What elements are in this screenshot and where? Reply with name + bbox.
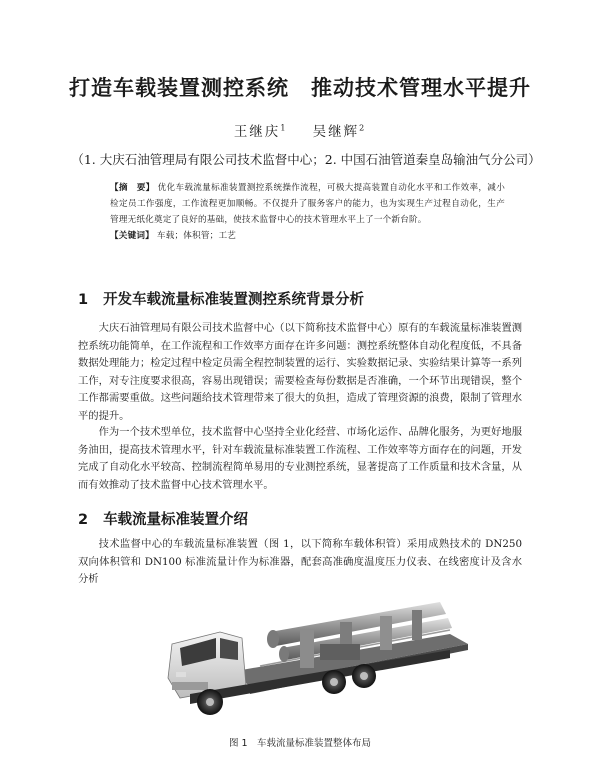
keywords-label: 【关键词】 [110, 231, 154, 241]
section-title: 开发车载流量标准装置测控系统背景分析 [103, 292, 365, 308]
section-number: 2 [78, 512, 89, 528]
abstract-text-block [110, 180, 505, 228]
section-number: 1 [78, 292, 89, 308]
author-name: 吴继辉 [312, 124, 360, 140]
keywords-block [110, 228, 505, 244]
keywords-text: 车载；体积管；工艺 [156, 231, 237, 241]
body-paragraph: 技术监督中心的车载流量标准装置（图 1，以下简称车载体积管）采用成熟技术的 DN250 双向体积管和 DN100 标准流量计作为标准器，配套高准确度温度压力仪表、在线密度计及含水分析 [78, 538, 522, 585]
section-heading [78, 288, 364, 309]
author-name: 王继庆 [233, 124, 281, 140]
section-heading [78, 508, 248, 529]
figure-caption: 图 1 车载流量标准装置整体布局 [228, 738, 372, 749]
author-line [0, 120, 600, 140]
body-paragraph: 作为一个技术型单位，技术监督中心坚持全业化经营、市场化运作、品牌化服务，为更好地服务油田，提高技术管理水平，针对车载流量标准装置工作流程、工作效率等方面存在的问题，开发完成了自动化水平较高、控制流程简单易用的专业测控系统，显著提高了工作质量和技术含量，从而有效推动了技术监督中心技术管理水平。 [78, 426, 522, 491]
abstract-label: 【摘 要】 [110, 183, 155, 193]
author-affiliation-mark: 1 [280, 123, 288, 133]
affiliation: （1. 大庆石油管理局有限公司技术监督中心；2. 中国石油管道秦皇岛输油气分公司） [71, 152, 541, 167]
paper-title: 打造车载装置测控系统 推动技术管理水平提升 [69, 76, 531, 100]
body-paragraph: 大庆石油管理局有限公司技术监督中心（以下简称技术监督中心）原有的车载流量标准装置测控系统功能简单，在工作流程和工作效率方面存在许多问题：测控系统整体自动化程度低，不具备数据处理能力；检定过程中检定员需全程控制装置的运行、实验数据记录、实验结果计算等一系列工作，对专注度要求很高，容易出现错误；需要检查每份数据是否准确，一个环节出现错误，整个工作都需要重做。这些问题给技术管理带来了很大的负担，造成了管理资源的浪费，限制了管理水平的提升。 [78, 322, 522, 422]
author-affiliation-mark: 2 [359, 123, 367, 133]
figure-truck-image [150, 574, 480, 724]
abstract-block [110, 180, 505, 244]
abstract-text: 优化车载流量标准装置测控系统操作流程，可极大提高装置自动化水平和工作效率，减小检定员工作强度，工作流程更加顺畅。不仅提升了服务客户的能力，也为实现生产过程自动化，生产管理无纸化奠定了良好的基础，使技术监督中心的技术管理水平上了一个新台阶。 [110, 183, 505, 225]
section-title: 车载流量标准装置介绍 [103, 512, 249, 528]
truck-illustration [150, 574, 480, 724]
